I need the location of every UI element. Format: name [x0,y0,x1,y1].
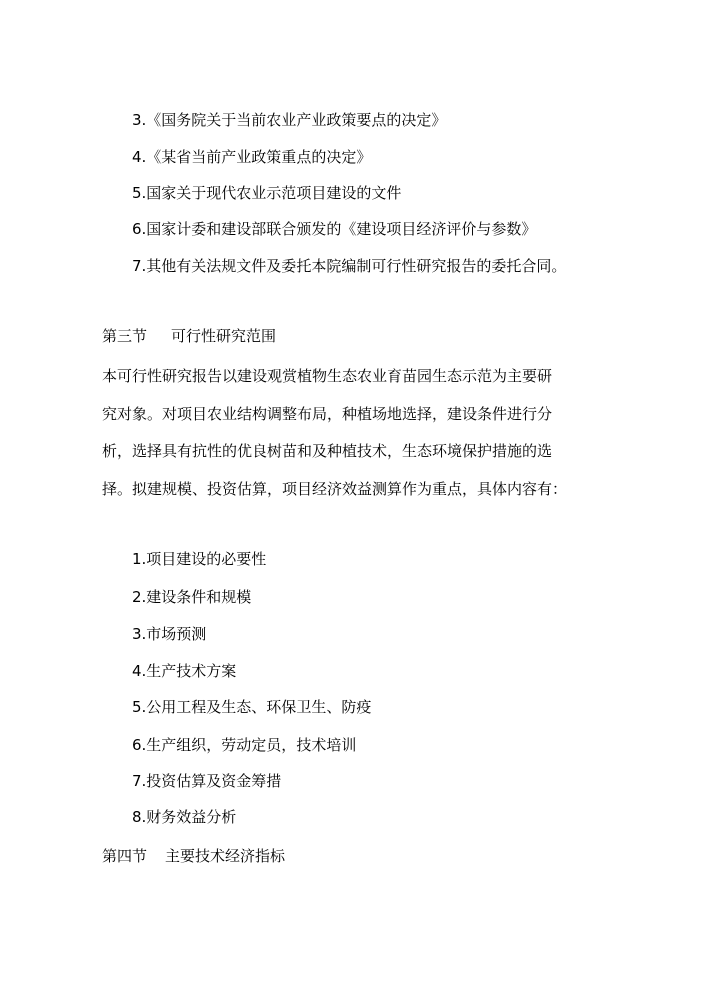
section4-title: 主要技术经济指标 [165,847,286,865]
scope-item-8: 8.财务效益分析 [132,808,237,826]
scope-item-7: 7.投资估算及资金筹措 [132,772,282,790]
scope-item-4: 4.生产技术方案 [132,662,237,680]
basis-item-5: 5.国家关于现代农业示范项目建设的文件 [132,184,402,202]
paragraph-line-3: 析，选择具有抗性的优良树苗和及种植技术，生态环境保护措施的选 [102,442,553,460]
scope-item-2: 2.建设条件和规模 [132,588,252,606]
basis-item-6: 6.国家计委和建设部联合颁发的《建设项目经济评价与参数》 [132,220,537,238]
section4-heading [102,846,285,866]
section4-number: 第四节 [102,847,148,865]
scope-item-5: 5.公用工程及生态、环保卫生、防疫 [132,698,372,716]
section3-heading [102,326,276,346]
basis-item-3: 3.《国务院关于当前农业产业政策要点的决定》 [132,111,447,129]
paragraph-line-1: 本可行性研究报告以建设观赏植物生态农业育苗园生态示范为主要研 [102,367,553,385]
section3-number: 第三节 [102,327,148,345]
paragraph-line-4: 择。拟建规模、投资估算，项目经济效益测算作为重点，具体内容有： [102,480,568,498]
scope-item-6: 6.生产组织，劳动定员，技术培训 [132,736,357,754]
section3-title: 可行性研究范围 [171,327,277,345]
scope-item-1: 1.项目建设的必要性 [132,550,267,568]
basis-item-7: 7.其他有关法规文件及委托本院编制可行性研究报告的委托合同。 [132,257,567,275]
basis-item-4: 4.《某省当前产业政策重点的决定》 [132,148,372,166]
scope-item-3: 3.市场预测 [132,625,207,643]
paragraph-line-2: 究对象。对项目农业结构调整布局，种植场地选择，建设条件进行分 [102,405,553,423]
